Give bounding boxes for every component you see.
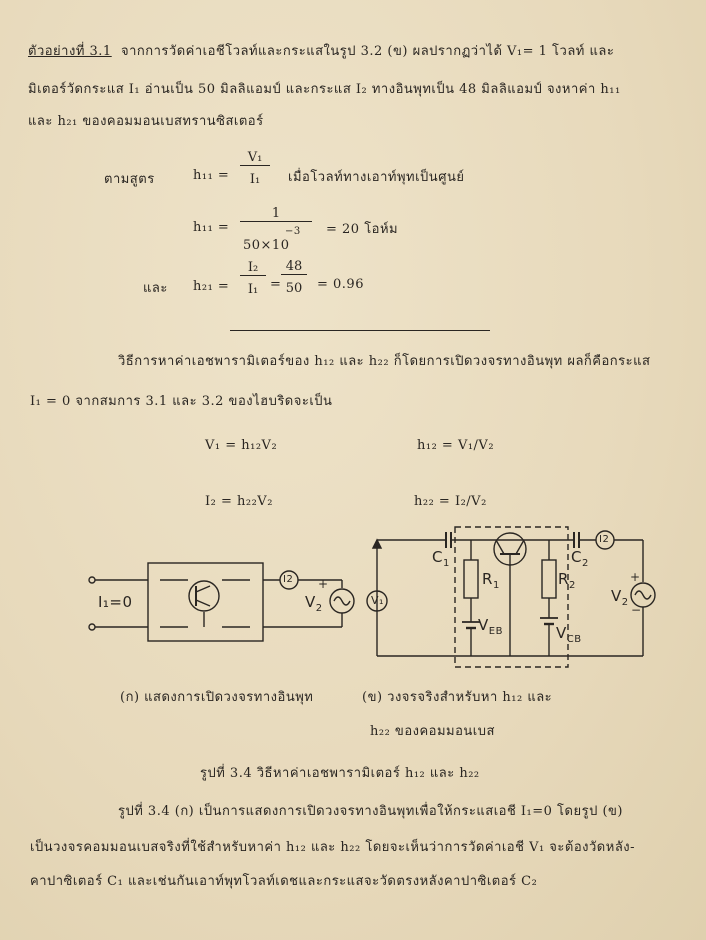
label-meter-i2-a: I2 bbox=[283, 574, 294, 585]
label-r1: $R_1$ bbox=[482, 570, 500, 591]
equation-h22: h₂₂ = I₂/V₂ bbox=[414, 494, 487, 509]
label-c2: $C_2$ bbox=[571, 548, 589, 569]
example-label: ตัวอย่างที่ 3.1 bbox=[28, 44, 112, 59]
fraction-eq: = bbox=[270, 277, 282, 292]
label-vcb: $V_{CB}$ bbox=[556, 624, 582, 645]
label-meter-v1: V₁ bbox=[371, 594, 384, 607]
fraction-4-denominator: 50 bbox=[285, 281, 303, 296]
label-c1: $C_1$ bbox=[432, 548, 450, 569]
fraction-3-numerator: I₂ bbox=[240, 260, 266, 276]
explain-paragraph-line-2: เป็นวงจรคอมมอนเบสจริงที่ใช้สำหรับหาค่า h₁₂ และ h₂₂ โดยจะเห็นว่าการวัดค่าเอชี V₁ จะต้องวัดหลัง- bbox=[30, 840, 636, 855]
method-paragraph-line-2: I₁ = 0 จากสมการ 3.1 และ 3.2 ของไฮบริดจะเป็น bbox=[30, 394, 333, 409]
resistor-r2-icon bbox=[542, 560, 556, 598]
fraction-2-numerator: 1 bbox=[240, 206, 312, 222]
caption-a: (ก) แสดงการเปิดวงจรทางอินพุท bbox=[120, 690, 314, 705]
caption-b-line-1: (ข) วงจรจริงสำหรับหา h₁₂ และ bbox=[362, 690, 553, 705]
fraction-4-numerator: 48 bbox=[281, 259, 307, 275]
label-v2-b: $V_2$ bbox=[611, 587, 629, 608]
equation-h12: h₁₂ = V₁/V₂ bbox=[417, 438, 495, 453]
label-v2-a: $V_2$ bbox=[305, 593, 323, 614]
and-label: และ bbox=[143, 281, 168, 296]
explain-paragraph-line-3: คาปาซิเตอร์ C₁ และเช่นกันเอาท์พุทโวลท์เดชและกระแสจะวัดตรงหลังคาปาซิเตอร์ C₂ bbox=[30, 874, 538, 889]
equation-v1: V₁ = h₁₂V₂ bbox=[205, 438, 278, 453]
fraction-1-numerator: V₁ bbox=[240, 150, 270, 166]
example-paragraph-line-2: มิเตอร์วัดกระแส I₁ อ่านเป็น 50 มิลลิแอมป์ และกระแส I₂ ทางอินพุทเป็น 48 มิลลิแอมป์ จงหาค่า h₁₁ bbox=[28, 82, 621, 97]
bias-network-boundary bbox=[455, 527, 568, 667]
label-r2: $R_2$ bbox=[558, 570, 576, 591]
caption-b-line-2: h₂₂ ของคอมมอนเบส bbox=[370, 724, 495, 739]
example-paragraph-line-3: และ h₂₁ ของคอมมอนเบสทรานซิสเตอร์ bbox=[28, 114, 264, 129]
label-i1-zero: I₁=0 bbox=[98, 593, 133, 611]
fraction-2-den-base: 50×10 bbox=[243, 238, 290, 253]
label-minus-b: − bbox=[631, 603, 642, 617]
label-meter-i2-b: I2 bbox=[599, 534, 610, 545]
h11-lhs-2: h₁₁ = bbox=[193, 220, 230, 235]
resistor-r1-icon bbox=[464, 560, 478, 598]
fraction-3-denominator: I₁ bbox=[247, 282, 259, 297]
example-text-1: จากการวัดค่าเอชีโวลท์และกระแสในรูป 3.2 (ข) ผลปรากฏว่าได้ V₁= 1 โวลท์ และ bbox=[120, 44, 615, 59]
label-plus-a: + bbox=[318, 577, 329, 591]
transistor-box bbox=[148, 563, 263, 641]
h21-result: = 0.96 bbox=[317, 277, 364, 292]
h11-lhs: h₁₁ = bbox=[193, 168, 230, 183]
transistor-a-icon bbox=[189, 581, 219, 611]
fraction-1-denominator: I₁ bbox=[249, 172, 261, 187]
formula-lead: ตามสูตร bbox=[104, 172, 155, 187]
explain-paragraph-line-1: รูปที่ 3.4 (ก) เป็นการแสดงการเปิดวงจรทางอินพุทเพื่อให้กระแสเอชี I₁=0 โดยรูป (ข) bbox=[118, 804, 623, 819]
label-plus-b: + bbox=[630, 570, 641, 584]
formula-note: เมื่อโวลท์ทางเอาท์พุทเป็นศูนย์ bbox=[288, 170, 465, 185]
equation-i2: I₂ = h₂₂V₂ bbox=[205, 494, 273, 509]
h21-lhs: h₂₁ = bbox=[193, 279, 230, 294]
figure-caption: รูปที่ 3.4 วิธีหาค่าเอชพารามิเตอร์ h₁₂ และ h₂₂ bbox=[200, 766, 480, 781]
label-veb: $V_{EB}$ bbox=[478, 616, 503, 637]
method-paragraph-line-1: วิธีการหาค่าเอชพารามิเตอร์ของ h₁₂ และ h₂₂ ก็โดยการเปิดวงจรทางอินพุท ผลก็คือกระแส bbox=[118, 354, 651, 369]
h11-result: = 20 โอห์ม bbox=[326, 222, 399, 237]
fraction-2-exponent: −3 bbox=[285, 226, 301, 237]
